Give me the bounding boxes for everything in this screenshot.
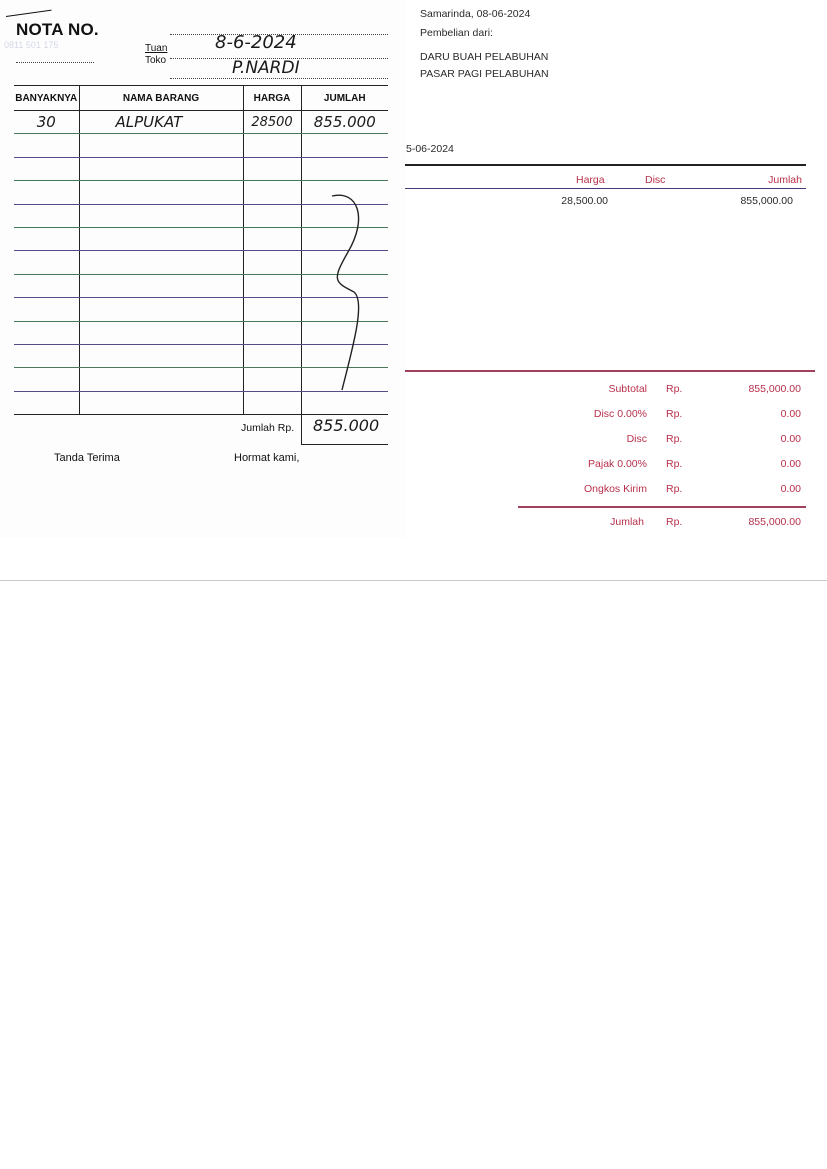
summary-row [520,483,802,508]
handwritten-ditto-squiggle [318,190,368,400]
summary-label: Subtotal [608,383,647,395]
col-jumlah: Jumlah [768,174,802,186]
line-price: 28,500.00 [561,195,608,207]
summary-value: 0.00 [780,483,801,495]
summary-label: Disc 0.00% [593,408,647,420]
vendor-name: DARU BUAH PELABUHAN [420,51,549,63]
row-qty: 30 [14,111,79,134]
purchase-from-label: Pembelian dari: [420,27,493,39]
strike-mark [6,10,52,17]
faint-phone-text: 0811 501 175 [4,40,59,50]
summary-row [520,408,802,433]
summary-label: Ongkos Kirim [583,483,647,495]
summary-currency: Rp. [666,458,683,470]
total-rule [518,506,806,508]
column-header-qty: BANYAKNYA [14,86,79,111]
summary-block [520,383,802,508]
column-header-item: NAMA BARANG [79,86,243,111]
nota-title: NOTA NO. [16,20,99,39]
total-label: Jumlah [610,516,644,528]
table-header-row [14,86,388,111]
tanda-terima-label: Tanda Terima [54,452,120,464]
summary-currency: Rp. [666,408,683,420]
table-row [14,157,388,180]
dotted-line [170,78,388,79]
handwritten-total: 855.000 [313,416,380,435]
summary-currency: Rp. [666,383,683,395]
summary-value: 0.00 [780,458,801,470]
column-header-price: HARGA [243,86,301,111]
row-price: 28500 [243,111,301,134]
header-rule-bottom [405,188,806,189]
hormat-kami-label: Hormat kami, [234,452,300,464]
summary-row [520,383,802,408]
summary-label: Pajak 0.00% [588,458,647,470]
summary-label: Disc [626,433,647,445]
total-value: 855,000.00 [748,516,801,528]
tuan-label: Tuan [145,43,168,54]
handwritten-receipt [0,0,405,538]
invoice-place-date: Samarinda, 08-06-2024 [420,8,531,20]
invoice-date-partial: 5-06-2024 [406,143,454,155]
col-disc: Disc [645,174,666,186]
row-item: ALPUKAT [79,111,243,134]
summary-value: 0.00 [780,408,801,420]
handwritten-date: 8-6-2024 [215,32,297,53]
vendor-address: PASAR PAGI PELABUHAN [420,68,549,80]
dotted-line [16,62,94,63]
row-amount: 855.000 [301,111,388,134]
header-rule-top [405,164,806,166]
summary-row [520,458,802,483]
summary-currency: Rp. [666,483,683,495]
column-header-amount: JUMLAH [301,86,388,111]
summary-rule [405,370,815,372]
summary-value: 855,000.00 [748,383,801,395]
summary-value: 0.00 [780,433,801,445]
summary-currency: Rp. [666,433,683,445]
line-amount: 855,000.00 [740,195,793,207]
toko-label: Toko [145,55,167,66]
summary-row [520,433,802,458]
col-harga: Harga [576,174,605,186]
handwritten-shop: P.NARDI [232,58,300,78]
jumlah-label: Jumlah Rp. [241,422,295,434]
table-row [14,134,388,157]
scan-edge-line [0,580,827,581]
table-row [14,111,388,134]
total-currency: Rp. [666,516,683,528]
